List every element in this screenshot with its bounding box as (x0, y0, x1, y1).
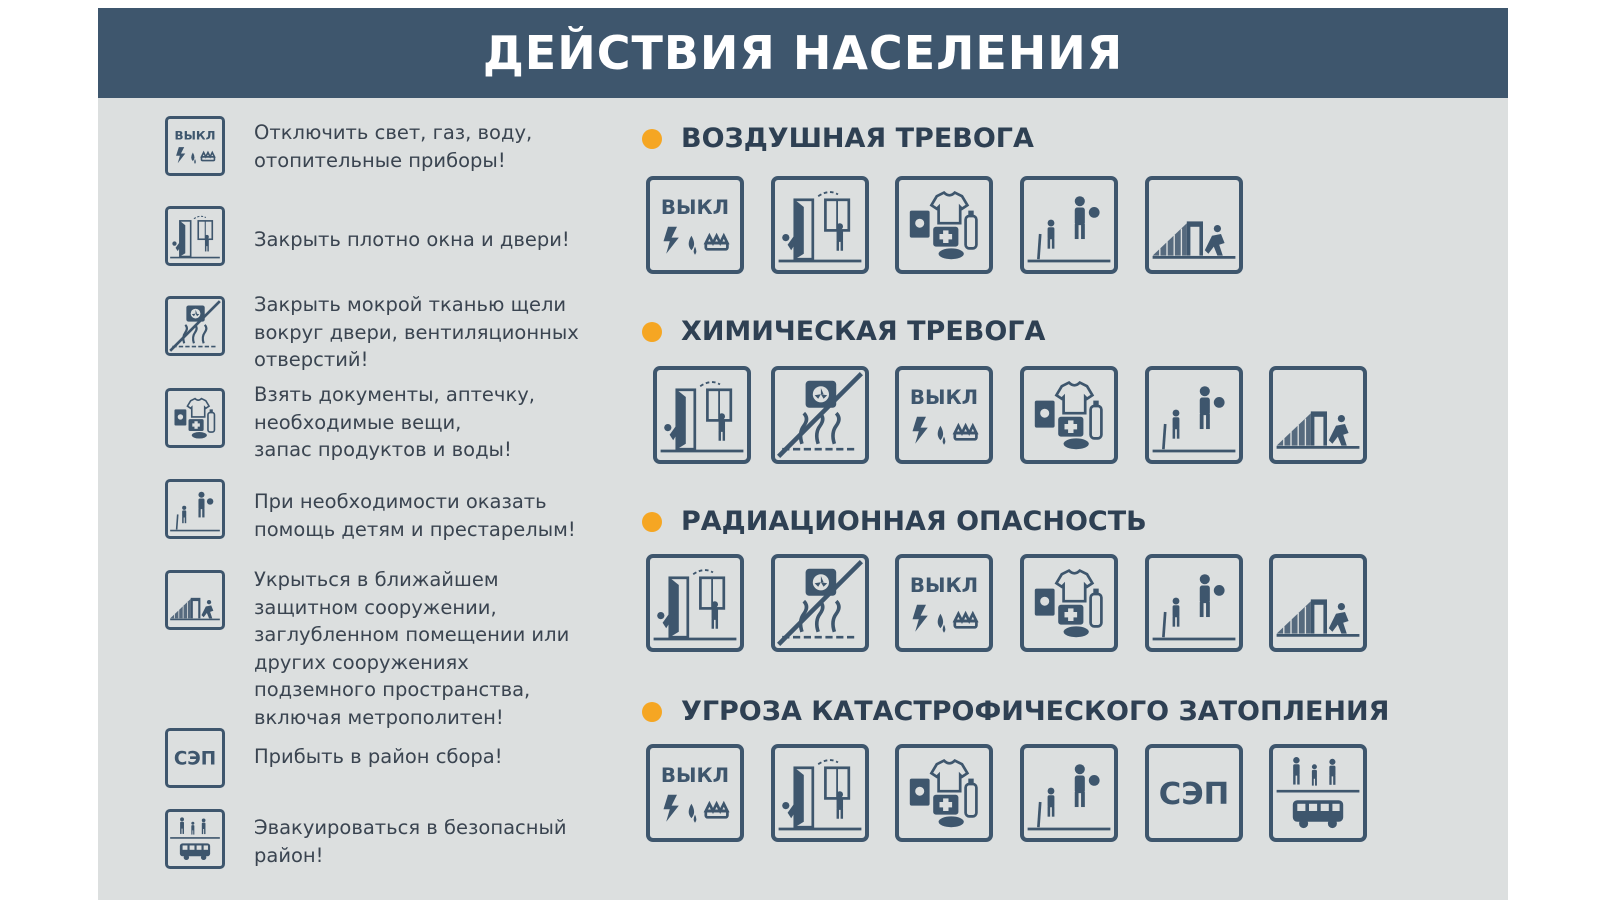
close-doors-windows-icon (165, 206, 225, 266)
power-off-icon (165, 116, 225, 176)
close-doors-windows-icon (771, 744, 869, 842)
legend-text: При необходимости оказать помощь детям и престарелым! (254, 490, 576, 541)
close-doors-windows-icon (646, 554, 744, 652)
help-elderly-children-icon (1145, 554, 1243, 652)
section-title: ВОЗДУШНАЯ ТРЕВОГА (681, 123, 1034, 154)
close-doors-windows-icon (771, 176, 869, 274)
power-off-icon (895, 554, 993, 652)
power-off-icon (646, 744, 744, 842)
bullet-dot (642, 129, 662, 149)
section-title: ХИМИЧЕСКАЯ ТРЕВОГА (681, 316, 1046, 347)
seal-ventilation-icon (165, 296, 225, 356)
header-banner (98, 8, 1508, 98)
documents-supplies-icon (895, 744, 993, 842)
evacuate-icon (1269, 744, 1367, 842)
section-title: УГРОЗА КАТАСТРОФИЧЕСКОГО ЗАТОПЛЕНИЯ (681, 696, 1390, 727)
svg-text:ВЫКЛ: ВЫКЛ (660, 764, 730, 788)
legend-text: Закрыть плотно окна и двери! (254, 228, 570, 251)
help-elderly-children-icon (1020, 744, 1118, 842)
legend-text: Отключить свет, газ, воду, отопительные приборы! (254, 121, 533, 172)
evacuate-icon (165, 809, 225, 869)
power-off-icon (895, 366, 993, 464)
power-off-icon (646, 176, 744, 274)
bullet-dot (642, 512, 662, 532)
poster (98, 8, 1508, 900)
section-title: РАДИАЦИОННАЯ ОПАСНОСТЬ (681, 506, 1147, 537)
documents-supplies-icon (895, 176, 993, 274)
close-doors-windows-icon (653, 366, 751, 464)
svg-text:ВЫКЛ: ВЫКЛ (909, 386, 979, 410)
shelter-icon (1269, 554, 1367, 652)
documents-supplies-icon (1020, 554, 1118, 652)
shelter-icon (1145, 176, 1243, 274)
svg-text:ВЫКЛ: ВЫКЛ (660, 196, 730, 220)
seal-ventilation-icon (771, 366, 869, 464)
legend-text: Укрыться в ближайшем защитном сооружении, заглубленном помещении или других сооружениях подземного пространства, включая метрополитен! (254, 568, 570, 729)
legend-text: Эвакуироваться в безопасный район! (254, 816, 567, 867)
svg-text:СЭП: СЭП (1158, 776, 1230, 812)
assembly-point-icon (165, 728, 225, 788)
help-elderly-children-icon (165, 479, 225, 539)
legend-text: Прибыть в район сбора! (254, 745, 503, 768)
assembly-point-icon (1145, 744, 1243, 842)
bullet-dot (642, 702, 662, 722)
page-title: ДЕЙСТВИЯ НАСЕЛЕНИЯ (482, 26, 1124, 80)
documents-supplies-icon (1020, 366, 1118, 464)
shelter-icon (165, 570, 225, 630)
icon-label: СЭП (173, 748, 217, 770)
legend-text: Взять документы, аптечку, необходимые вещи, запас продуктов и воды! (254, 383, 535, 461)
documents-supplies-icon (165, 388, 225, 448)
help-elderly-children-icon (1145, 366, 1243, 464)
legend-text: Закрыть мокрой тканью щели вокруг двери, вентиляционных отверстий! (254, 293, 579, 371)
bullet-dot (642, 322, 662, 342)
seal-ventilation-icon (771, 554, 869, 652)
help-elderly-children-icon (1020, 176, 1118, 274)
svg-text:ВЫКЛ: ВЫКЛ (909, 574, 979, 598)
shelter-icon (1269, 366, 1367, 464)
icon-label: ВЫКЛ (174, 128, 216, 143)
